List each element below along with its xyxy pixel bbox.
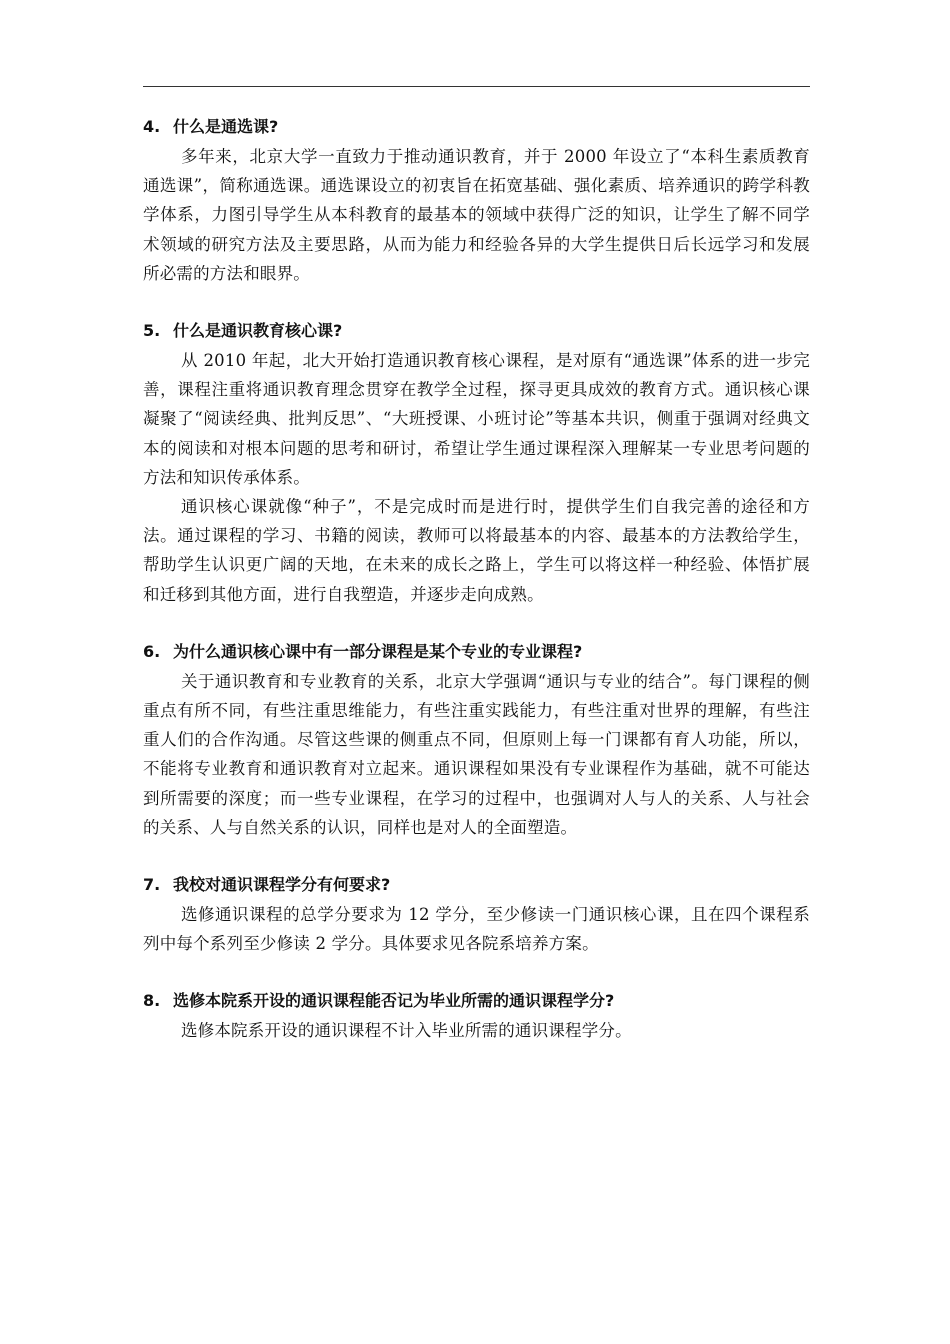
section-heading [143,316,810,346]
section-title: 什么是通识教育核心课? [173,321,343,341]
section-5 [143,316,810,609]
document-body [143,112,810,1074]
section-number: 8. [143,991,161,1011]
section-number: 4. [143,117,161,136]
section-number: 7. [143,875,161,895]
section-title: 选修本院系开设的通识课程能否记为毕业所需的通识课程学分? [173,991,615,1011]
paragraph: 选修通识课程的总学分要求为 12 学分，至少修读一门通识核心课，且在四个课程系列中每个系列至少修读 2 学分。具体要求见各院系培养方案。 [143,905,810,954]
section-heading [143,870,810,900]
section-title: 为什么通识核心课中有一部分课程是某个专业的专业课程? [173,641,583,661]
section-number: 6. [143,641,161,661]
section-heading [143,986,810,1016]
paragraph: 多年来，北京大学一直致力于推动通识教育，并于 2000 年设立了“本科生素质教育通选课”，简称通选课。通选课设立的初衷旨在拓宽基础、强化素质、培养通识的跨学科教学体系，力图引导学生从本科教育的最基本的领域中获得广泛的知识，让学生了解不同学术领域的研究方法及主要思路，从而为能力和经验各异的大学生提供日后长远学习和发展所必需的方法和眼界。 [143,147,810,283]
section-4 [143,112,810,288]
paragraph: 从 2010 年起，北大开始打造通识教育核心课程，是对原有“通选课”体系的进一步完善，课程注重将通识教育理念贯穿在教学全过程，探寻更具成效的教育方式。通识核心课凝聚了“阅读经典、批判反思”、“大班授课、小班讨论”等基本共识，侧重于强调对经典文本的阅读和对根本问题的思考和研讨，希望让学生通过课程深入理解某一专业思考问题的方法和知识传承体系。 [143,351,810,487]
paragraph: 选修本院系开设的通识课程不计入毕业所需的通识课程学分。 [180,1021,632,1041]
section-heading [143,637,810,667]
paragraph: 通识核心课就像“种子”，不是完成时而是进行时，提供学生们自我完善的途径和方法。通过课程的学习、书籍的阅读，教师可以将最基本的内容、最基本的方法教给学生，帮助学生认识更广阔的天地，在未来的成长之路上，学生可以将这样一种经验、体悟扩展和迁移到其他方面，进行自我塑造，并逐步走向成熟。 [143,497,810,604]
section-number: 5. [143,321,161,341]
section-8 [143,986,810,1045]
section-6 [143,637,810,842]
section-heading [143,112,810,142]
section-7 [143,870,810,958]
section-title: 我校对通识课程学分有何要求? [173,875,391,895]
paragraph: 关于通识教育和专业教育的关系，北京大学强调“通识与专业的结合”。每门课程的侧重点有所不同，有些注重思维能力，有些注重实践能力，有些注重对世界的理解，有些注重人们的合作沟通。尽管这些课的侧重点不同，但原则上每一门课都有育人功能，所以，不能将专业教育和通识教育对立起来。通识课程如果没有专业课程作为基础，就不可能达到所需要的深度；而一些专业课程，在学习的过程中，也强调对人与人的关系、人与社会的关系、人与自然关系的认识，同样也是对人的全面塑造。 [143,671,810,837]
section-title: 什么是通选课? [173,117,279,136]
header-rule [143,86,810,87]
